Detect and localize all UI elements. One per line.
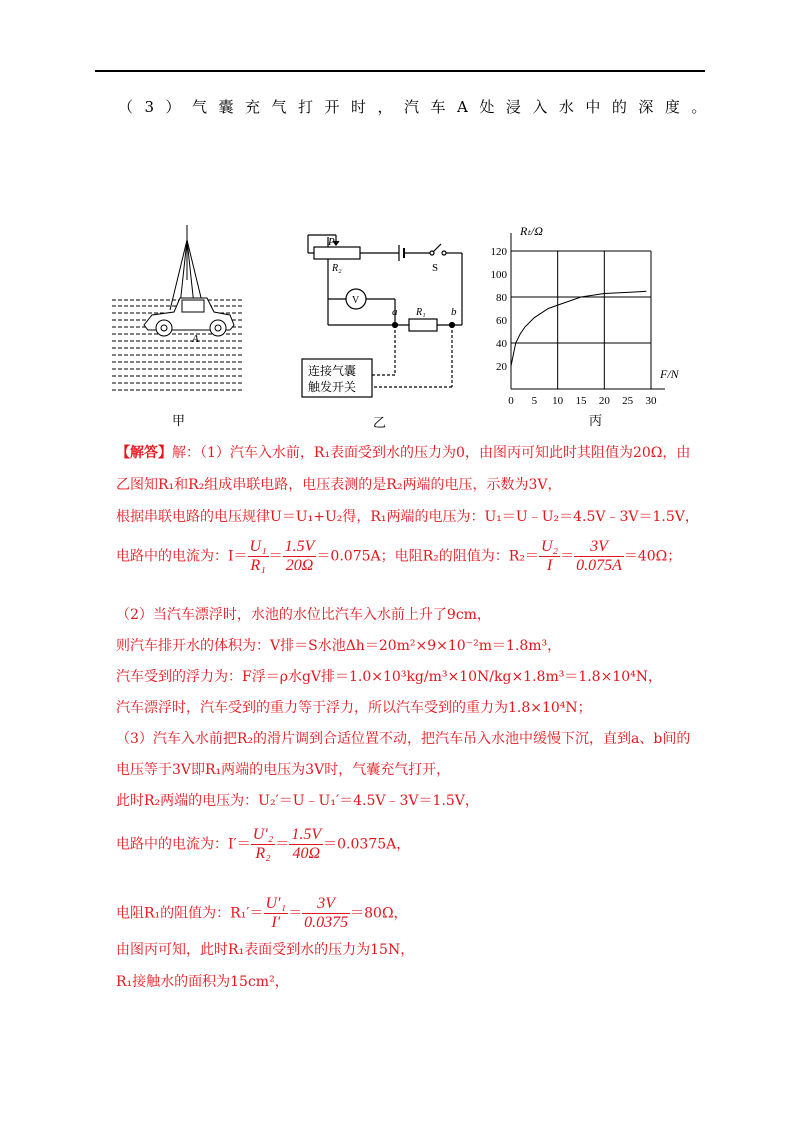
chart-xtick-label: 0: [508, 395, 514, 407]
figure-jia: [112, 220, 242, 395]
answer-line-5: （2）当汽车漂浮时，水池的水位比汽车入水前上升了9cm，: [116, 607, 491, 623]
chart-ytick-label: 80: [496, 292, 507, 304]
text-seg: 电路中的电流为：I′＝: [116, 836, 251, 853]
answer-tag: 【解答】: [116, 445, 172, 461]
caption-bing: 丙: [589, 414, 603, 429]
answer-line-15: R₁接触水的面积为15cm²，: [116, 974, 289, 990]
frac-num: U₂: [540, 538, 559, 555]
frac-num: 1.5V: [291, 826, 322, 843]
text-seg: 电路中的电流为：I＝: [116, 548, 248, 565]
fraction: [539, 538, 560, 575]
frac-den: I: [539, 556, 560, 575]
box-line-2: 触发开关: [308, 380, 357, 394]
frac-den: 0.075A: [576, 557, 622, 574]
chart-ytick-label: 40: [496, 338, 507, 350]
answer-line-8: 汽车漂浮时，汽车受到的重力等于浮力，所以汽车受到的重力为1.8×10⁴N；: [116, 700, 592, 716]
answer-line-4: 电路中的电流为：I＝ $\frac{\text{U₁}}{\text{R₁}}$ ＝ $\frac{1.5V}{20\Omega}$ ＝0.075A；电阻R₂的阻值为：R₂＝ $\frac{\text{U₂}}{I}$ ＝ $\frac{3V}{0.075A}$ ＝40Ω；: [116, 538, 682, 574]
label-s: S: [432, 262, 439, 274]
text-seg: ＝0.0375A，: [323, 836, 411, 853]
fraction: [251, 826, 276, 863]
chart-xtick-label: 15: [575, 395, 587, 407]
answer-line-3: 根据串联电路的电压规律U＝U₁+U₂得，R₁两端的电压为：U₁＝U﹣U₂＝4.5V﹣3V＝1.5V，: [116, 509, 699, 525]
frac-num: U′₁: [265, 895, 287, 912]
chart-ytick-label: 100: [490, 269, 507, 281]
label-p: P: [328, 236, 335, 248]
frac-den: R₂: [251, 844, 276, 863]
frac-num: U₁: [249, 538, 267, 555]
caption-jia: 甲: [172, 414, 186, 429]
label-r1: R₁: [416, 307, 426, 318]
frac-den: 40Ω: [289, 844, 323, 863]
caption-yi: 乙: [373, 416, 387, 431]
chart-xtick-label: 10: [552, 395, 564, 407]
chart-xtick-label: 5: [531, 395, 538, 407]
box-line-1: 连接气囊: [308, 364, 357, 378]
chart-series-line: [511, 291, 646, 366]
answer-line-11: 此时R₂两端的电压为：U₂′＝U﹣U₁′＝4.5V﹣3V＝1.5V，: [116, 793, 479, 809]
text-seg: ＝80Ω，: [350, 905, 408, 922]
text-seg: ＝40Ω；: [623, 548, 682, 565]
answer-line-1: [116, 443, 690, 463]
label-a: a: [392, 306, 398, 318]
fraction: [302, 895, 350, 932]
answer-line-2: 乙图知R₁和R₂组成串联电路，电压表测的是R₂两端的电压，示数为3V，: [116, 477, 562, 493]
answer-line-7: 汽车受到的浮力为：F浮＝ρ水gV排＝1.0×10³kg/m³×10N/kg×1.8m³＝1.8×10⁴N，: [116, 669, 662, 685]
fraction: [264, 895, 289, 932]
fraction: [248, 538, 269, 575]
label-r2: R₂: [332, 263, 342, 274]
chart-ytick-label: 120: [490, 246, 507, 258]
fraction: [283, 538, 317, 575]
frac-den: 20Ω: [283, 556, 317, 575]
answer-line-14: 由图丙可知，此时R₁表面受到水的压力为15N，: [116, 942, 415, 958]
header-rule: [95, 70, 705, 72]
question-3: （3）气囊充气打开时，汽车A处浸入水中的深度。: [118, 98, 718, 116]
figure-yi: [296, 225, 471, 400]
point-a-label: A: [192, 333, 199, 345]
answer-line-9: （3）汽车入水前把R₂的滑片调到合适位置不动，把汽车吊入水池中缓慢下沉，直到a、b间的: [116, 731, 691, 747]
label-v: V: [352, 295, 360, 306]
frac-num: 1.5V: [284, 538, 315, 555]
answer-text: 解：（1）汽车入水前，R₁表面受到水的压力为0，由图丙可知此时其阻值为20Ω，由: [172, 445, 691, 461]
chart-xtick-label: 25: [622, 395, 634, 407]
frac-den: R₁: [248, 556, 269, 575]
chart-xlabel: F/N: [660, 367, 679, 381]
answer-line-6: 则汽车排开水的体积为：V排＝S水池Δh＝20m²×9×10⁻²m＝1.8m³，: [116, 638, 562, 654]
frac-num: 3V: [590, 538, 608, 555]
text-seg: 电阻R₁的阻值为：R₁′＝: [116, 905, 264, 922]
frac-den: I′: [264, 913, 289, 932]
frac-num: 3V: [317, 895, 336, 912]
text-seg: ＝0.075A；电阻R₂的阻值为：R₂＝: [316, 548, 539, 565]
frac-den: 0.0375: [304, 914, 349, 931]
figure-bing-chart: [480, 218, 700, 408]
answer-line-13: 电阻R₁的阻值为：R₁′＝ $\frac{\text{U′₁}}{I'}$ ＝ $\frac{3V}{0.0375}$ ＝80Ω，: [116, 895, 408, 931]
chart-ylabel: Rₜ/Ω: [520, 224, 543, 238]
label-b: b: [451, 306, 457, 318]
answer-line-10: 电压等于3V即R₁两端的电压为3V时，气囊充气打开，: [116, 762, 451, 778]
fraction: [289, 826, 323, 863]
frac-num: U′₂: [252, 826, 274, 843]
chart-ytick-label: 20: [496, 361, 507, 373]
chart-xtick-label: 30: [645, 395, 657, 407]
answer-line-12: 电路中的电流为：I′＝ $\frac{\text{U′₂}}{\text{R₂}}$ ＝ $\frac{1.5V}{40\Omega}$ ＝0.0375A，: [116, 826, 411, 862]
fraction: [574, 538, 624, 575]
chart-ytick-label: 60: [496, 315, 507, 327]
chart-xtick-label: 20: [598, 395, 610, 407]
